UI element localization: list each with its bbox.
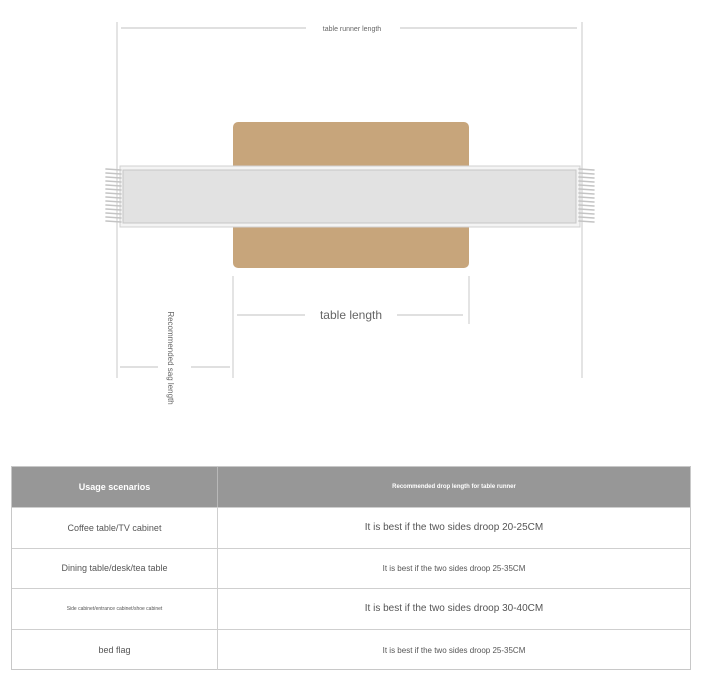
tassel-strand [579, 217, 594, 218]
header-usage-scenarios: Usage scenarios [12, 467, 218, 507]
tassel-strand [106, 189, 121, 190]
drop-cell: It is best if the two sides droop 25-35CM [382, 645, 526, 655]
tassel-strand [106, 205, 121, 206]
tassel-strand [579, 169, 594, 170]
tassel-strand [579, 189, 594, 190]
tassel-strand [579, 197, 594, 198]
tassel-strand [579, 213, 594, 214]
tassel-strand [579, 193, 594, 194]
tassel-strand [106, 169, 121, 170]
tassel-strand [106, 181, 121, 182]
tassel-strand [106, 197, 121, 198]
tassel-strand [106, 193, 121, 194]
table-header-row [12, 467, 690, 508]
tassel-strand [579, 181, 594, 182]
table-row [12, 589, 690, 630]
runner-tassels-right [579, 169, 594, 222]
tassel-strand [106, 213, 121, 214]
header-drop-length: Recommended drop length for table runner [392, 484, 516, 490]
drop-cell: It is best if the two sides droop 25-35CM [382, 563, 526, 573]
tassel-strand [579, 201, 594, 202]
scenario-cell: Side cabinet/entrance cabinet/shoe cabinet [12, 589, 218, 629]
tassel-strand [579, 221, 594, 222]
usage-table [11, 466, 691, 670]
tassel-strand [579, 205, 594, 206]
scenario-cell: Coffee table/TV cabinet [12, 508, 218, 548]
tassel-strand [579, 209, 594, 210]
table-row [12, 630, 690, 671]
tassel-strand [106, 185, 121, 186]
tassel-strand [106, 221, 121, 222]
tassel-strand [106, 209, 121, 210]
tassel-strand [579, 173, 594, 174]
tassel-strand [579, 177, 594, 178]
tassel-strand [579, 185, 594, 186]
table-length-label: table length [319, 308, 383, 322]
scenario-cell: Dining table/desk/tea table [12, 549, 218, 589]
scenario-cell: bed flag [12, 630, 218, 671]
table-row [12, 549, 690, 590]
runner-tassels-left [106, 169, 121, 222]
tassel-strand [106, 201, 121, 202]
tassel-strand [106, 173, 121, 174]
tassel-strand [106, 177, 121, 178]
drop-cell: It is best if the two sides droop 20-25CM [364, 522, 544, 534]
runner-length-label: table runner length [322, 26, 382, 33]
table-row [12, 508, 690, 549]
table-runner [123, 170, 576, 223]
drop-cell: It is best if the two sides droop 30-40CM [364, 603, 544, 615]
sag-length-label: Recommended sag length [166, 311, 175, 405]
tassel-strand [106, 217, 121, 218]
